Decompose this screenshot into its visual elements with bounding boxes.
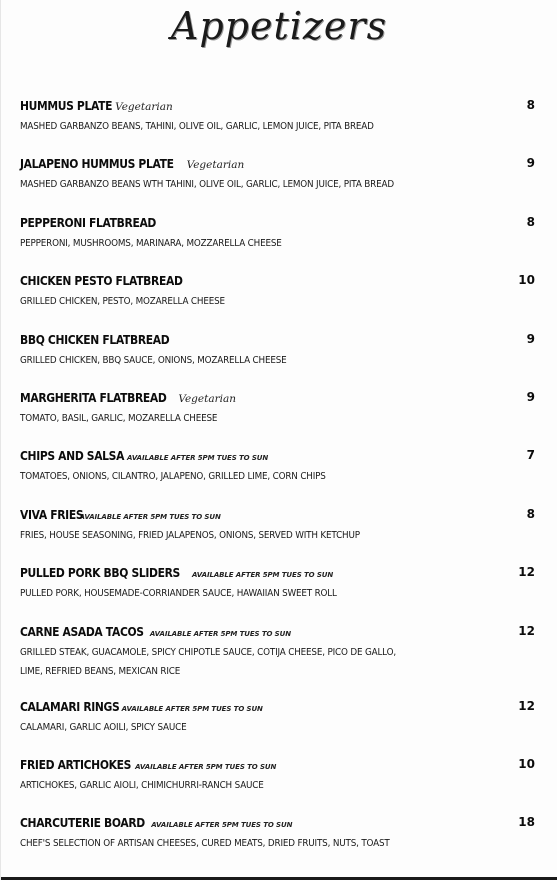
menu-item bbox=[20, 273, 535, 331]
menu-item bbox=[20, 215, 535, 273]
menu-item-header bbox=[20, 624, 535, 639]
menu-item-description bbox=[20, 718, 473, 737]
menu-item-price: 12 bbox=[518, 698, 535, 713]
menu-item bbox=[20, 699, 535, 757]
menu-item-description bbox=[20, 351, 473, 370]
menu-item-header bbox=[20, 273, 535, 288]
menu-item-price: 9 bbox=[526, 156, 535, 171]
menu-item-description bbox=[20, 467, 473, 486]
menu-item-name: FRIED ARTICHOKES bbox=[20, 756, 132, 772]
menu-item-price: 8 bbox=[526, 98, 535, 112]
menu-item-name: BBQ CHICKEN FLATBREAD bbox=[20, 331, 170, 347]
menu-item-name: PULLED PORK BBQ SLIDERS bbox=[20, 565, 180, 581]
menu-item bbox=[20, 390, 535, 448]
menu-item bbox=[20, 98, 535, 156]
menu-item-price: 12 bbox=[518, 623, 535, 638]
menu-item-header bbox=[20, 757, 535, 772]
menu-item-list bbox=[20, 98, 535, 874]
description-line: MASHED GARBANZO BEANS, TAHINI, OLIVE OIL, GARLIC, LEMON JUICE, PITA BREAD bbox=[20, 121, 374, 132]
description-line: FRIES, HOUSE SEASONING, FRIED JALAPENOS, ONIONS, SERVED WITH KETCHUP bbox=[20, 529, 360, 541]
menu-item-header bbox=[20, 565, 535, 580]
menu-item-description bbox=[20, 776, 473, 795]
vegetarian-tag: Vegetarian bbox=[115, 101, 173, 113]
menu-item-header bbox=[20, 390, 535, 405]
menu-item-header bbox=[20, 215, 535, 230]
description-line: TOMATO, BASIL, GARLIC, MOZARELLA CHEESE bbox=[20, 412, 218, 424]
menu-item-price: 7 bbox=[526, 448, 535, 463]
description-line: MASHED GARBANZO BEANS WTH TAHINI, OLIVE OIL, GARLIC, LEMON JUICE, PITA BREAD bbox=[20, 179, 394, 191]
availability-tag: AVAILABLE AFTER 5PM TUES TO SUN bbox=[149, 629, 291, 638]
menu-item-header bbox=[20, 98, 535, 113]
menu-item-name: CALAMARI RINGS bbox=[20, 698, 120, 714]
menu-item-price: 9 bbox=[526, 331, 535, 346]
availability-tag: AVAILABLE AFTER 5PM TUES TO SUN bbox=[191, 571, 334, 580]
description-line: PULLED PORK, HOUSEMADE-CORRIANDER SAUCE, HAWAIIAN SWEET ROLL bbox=[20, 588, 337, 600]
menu-item-description bbox=[20, 175, 473, 194]
menu-item-price: 9 bbox=[526, 389, 535, 404]
menu-item-description bbox=[20, 584, 473, 603]
menu-item-description bbox=[20, 409, 473, 428]
menu-item-description bbox=[20, 292, 473, 311]
menu-item-header bbox=[20, 448, 535, 463]
menu-item-name: PEPPERONI FLATBREAD bbox=[20, 214, 157, 230]
vegetarian-tag: Vegetarian bbox=[178, 392, 236, 405]
menu-item-header bbox=[20, 156, 535, 171]
menu-item-price: 18 bbox=[518, 815, 535, 830]
menu-item-description bbox=[20, 234, 473, 253]
description-line: PEPPERONI, MUSHROOMS, MARINARA, MOZZARELLA CHEESE bbox=[20, 237, 282, 249]
description-line: GRILLED CHICKEN, BBQ SAUCE, ONIONS, MOZARELLA CHEESE bbox=[20, 354, 287, 366]
description-line: CHEF'S SELECTION OF ARTISAN CHEESES, CURED MEATS, DRIED FRUITS, NUTS, TOAST bbox=[20, 838, 390, 850]
menu-item-name: MARGHERITA FLATBREAD bbox=[20, 389, 167, 405]
menu-item-header bbox=[20, 507, 535, 522]
menu-item bbox=[20, 507, 535, 565]
menu-item-name: CHARCUTERIE BOARD bbox=[20, 815, 145, 831]
availability-tag: AVAILABLE AFTER 5PM TUES TO SUN bbox=[126, 454, 269, 463]
menu-item bbox=[20, 815, 535, 873]
menu-item-price: 8 bbox=[526, 214, 535, 229]
menu-item-price: 10 bbox=[518, 756, 535, 771]
menu-item-name: CARNE ASADA TACOS bbox=[20, 623, 144, 639]
availability-tag: AVAILABLE AFTER 5PM TUES TO SUN bbox=[121, 704, 263, 713]
menu-item-header bbox=[20, 699, 535, 714]
menu-item bbox=[20, 156, 535, 214]
description-line: GRILLED STEAK, GUACAMOLE, SPICY CHIPOTLE SAUCE, COTIJA CHEESE, PICO DE GALLO, bbox=[20, 646, 396, 658]
description-line: ARTICHOKES, GARLIC AIOLI, CHIMICHURRI-RANCH SAUCE bbox=[20, 779, 264, 791]
menu-item bbox=[20, 565, 535, 623]
menu-item-name: VIVA FRIES bbox=[20, 506, 84, 522]
menu-title: Appetizers bbox=[170, 4, 388, 48]
menu-item-price: 8 bbox=[526, 506, 535, 521]
menu-item-description bbox=[20, 834, 473, 853]
description-line: GRILLED CHICKEN, PESTO, MOZARELLA CHEESE bbox=[20, 296, 225, 308]
menu-item-header bbox=[20, 815, 535, 830]
menu-item-description bbox=[20, 117, 473, 136]
availability-tag: AVAILABLE AFTER 5PM TUES TO SUN bbox=[151, 821, 293, 830]
menu-item-price: 10 bbox=[518, 273, 535, 288]
availability-tag: AVAILABLE AFTER 5PM TUES TO SUN bbox=[135, 762, 277, 771]
menu-item-price: 12 bbox=[518, 565, 535, 580]
description-line: TOMATOES, ONIONS, CILANTRO, JALAPENO, GRILLED LIME, CORN CHIPS bbox=[20, 471, 326, 483]
description-line: LIME, REFRIED BEANS, MEXICAN RICE bbox=[20, 665, 181, 677]
vegetarian-tag: Vegetarian bbox=[186, 159, 245, 172]
availability-tag: AVAILABLE AFTER 5PM TUES TO SUN bbox=[79, 512, 221, 521]
menu-item-description bbox=[20, 643, 473, 681]
menu-item bbox=[20, 448, 535, 506]
menu-item-name: CHIPS AND SALSA bbox=[20, 448, 125, 464]
menu-item-name: HUMMUS PLATE bbox=[20, 98, 113, 113]
menu-item bbox=[20, 757, 535, 815]
menu-item-name: JALAPENO HUMMUS PLATE bbox=[20, 156, 174, 172]
menu-item-description bbox=[20, 526, 473, 545]
menu-item-name: CHICKEN PESTO FLATBREAD bbox=[20, 273, 183, 289]
description-line: CALAMARI, GARLIC AOILI, SPICY SAUCE bbox=[20, 721, 187, 733]
menu-item bbox=[20, 624, 535, 699]
menu-item bbox=[20, 332, 535, 390]
menu-item-header bbox=[20, 332, 535, 347]
